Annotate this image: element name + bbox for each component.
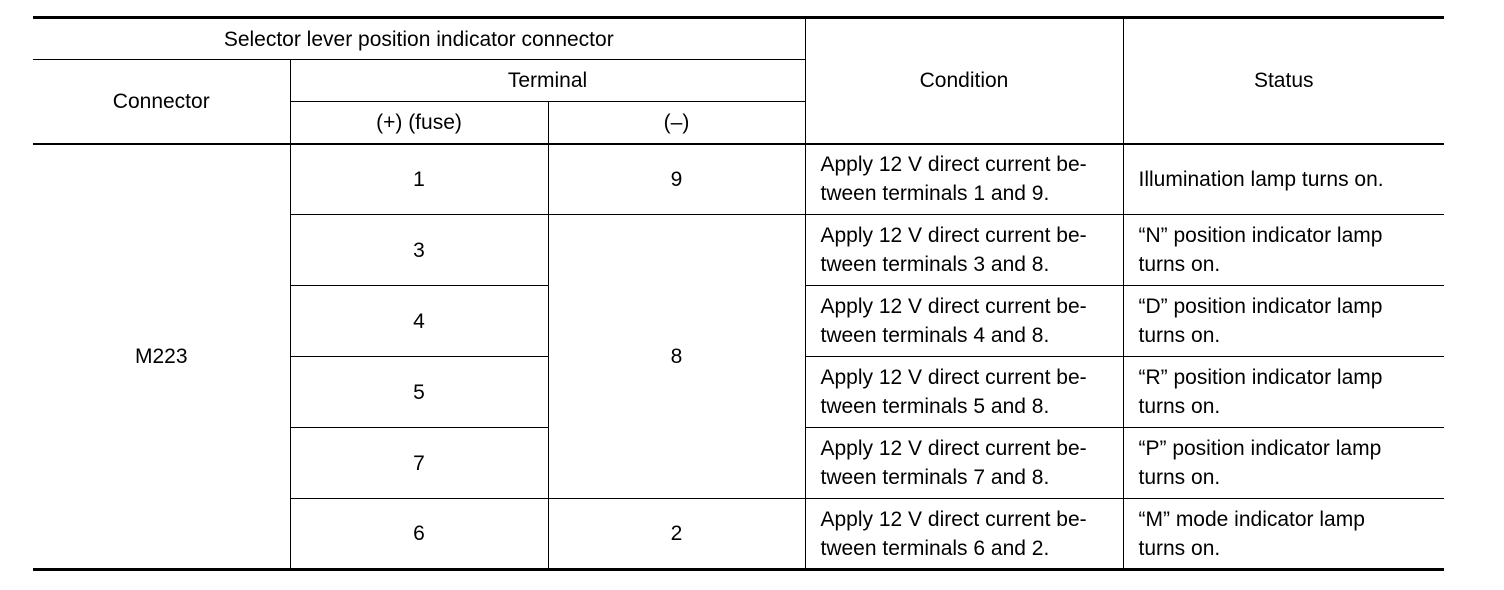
status-line: “N” position indicator lamp <box>1138 224 1383 247</box>
condition-line: tween terminals 5 and 8. <box>820 395 1050 418</box>
status-line: turns on. <box>1138 466 1221 489</box>
terminal-plus-cell: 7 <box>290 428 548 499</box>
header-terminal-minus: (–) <box>548 102 805 144</box>
header-terminal: Terminal <box>290 60 805 102</box>
terminal-plus-cell: 3 <box>290 215 548 286</box>
status-line: turns on. <box>1138 253 1221 276</box>
condition-line: Apply 12 V direct current be- <box>820 507 1087 531</box>
terminal-plus-cell: 6 <box>290 499 548 570</box>
table-title: Selector lever position indicator connector <box>33 18 805 60</box>
status-line: turns on. <box>1138 536 1221 560</box>
condition-line: tween terminals 7 and 8. <box>820 466 1050 489</box>
condition-line: Apply 12 V direct current be- <box>820 437 1087 460</box>
header-connector: Connector <box>33 60 290 144</box>
condition-line: tween terminals 4 and 8. <box>820 324 1050 347</box>
terminal-minus-cell: 9 <box>548 144 805 215</box>
inspection-table <box>33 16 1444 571</box>
status-line: turns on. <box>1138 324 1221 347</box>
terminal-minus-cell: 2 <box>548 499 805 570</box>
condition-line: Apply 12 V direct current be- <box>820 153 1087 177</box>
status-line: Illumination lamp turns on. <box>1138 167 1384 191</box>
inspection-table-container <box>33 16 1444 571</box>
condition-line: tween terminals 3 and 8. <box>820 253 1050 276</box>
status-line: “D” position indicator lamp <box>1138 295 1383 318</box>
status-line: “R” position indicator lamp <box>1138 366 1383 389</box>
header-condition: Condition <box>805 18 1123 144</box>
terminal-minus-cell-shared: 8 <box>548 215 805 499</box>
status-cell <box>1123 357 1444 428</box>
header-terminal-plus: (+) (fuse) <box>290 102 548 144</box>
status-line: “P” position indicator lamp <box>1138 437 1382 460</box>
table-row <box>33 144 1444 215</box>
condition-line: tween terminals 1 and 9. <box>820 182 1050 206</box>
condition-cell <box>805 499 1123 570</box>
status-cell <box>1123 286 1444 357</box>
condition-cell <box>805 357 1123 428</box>
connector-cell: M223 <box>33 144 290 570</box>
status-cell <box>1123 144 1444 215</box>
condition-line: Apply 12 V direct current be- <box>820 224 1087 247</box>
status-cell <box>1123 499 1444 570</box>
terminal-plus-cell: 1 <box>290 144 548 215</box>
condition-cell <box>805 215 1123 286</box>
condition-line: tween terminals 6 and 2. <box>820 536 1050 560</box>
header-status: Status <box>1123 18 1444 144</box>
status-line: “M” mode indicator lamp <box>1138 507 1365 531</box>
condition-line: Apply 12 V direct current be- <box>820 366 1087 389</box>
condition-cell <box>805 286 1123 357</box>
status-line: turns on. <box>1138 395 1221 418</box>
terminal-plus-cell: 5 <box>290 357 548 428</box>
status-cell <box>1123 215 1444 286</box>
condition-cell <box>805 144 1123 215</box>
condition-line: Apply 12 V direct current be- <box>820 295 1087 318</box>
status-cell <box>1123 428 1444 499</box>
condition-cell <box>805 428 1123 499</box>
terminal-plus-cell: 4 <box>290 286 548 357</box>
